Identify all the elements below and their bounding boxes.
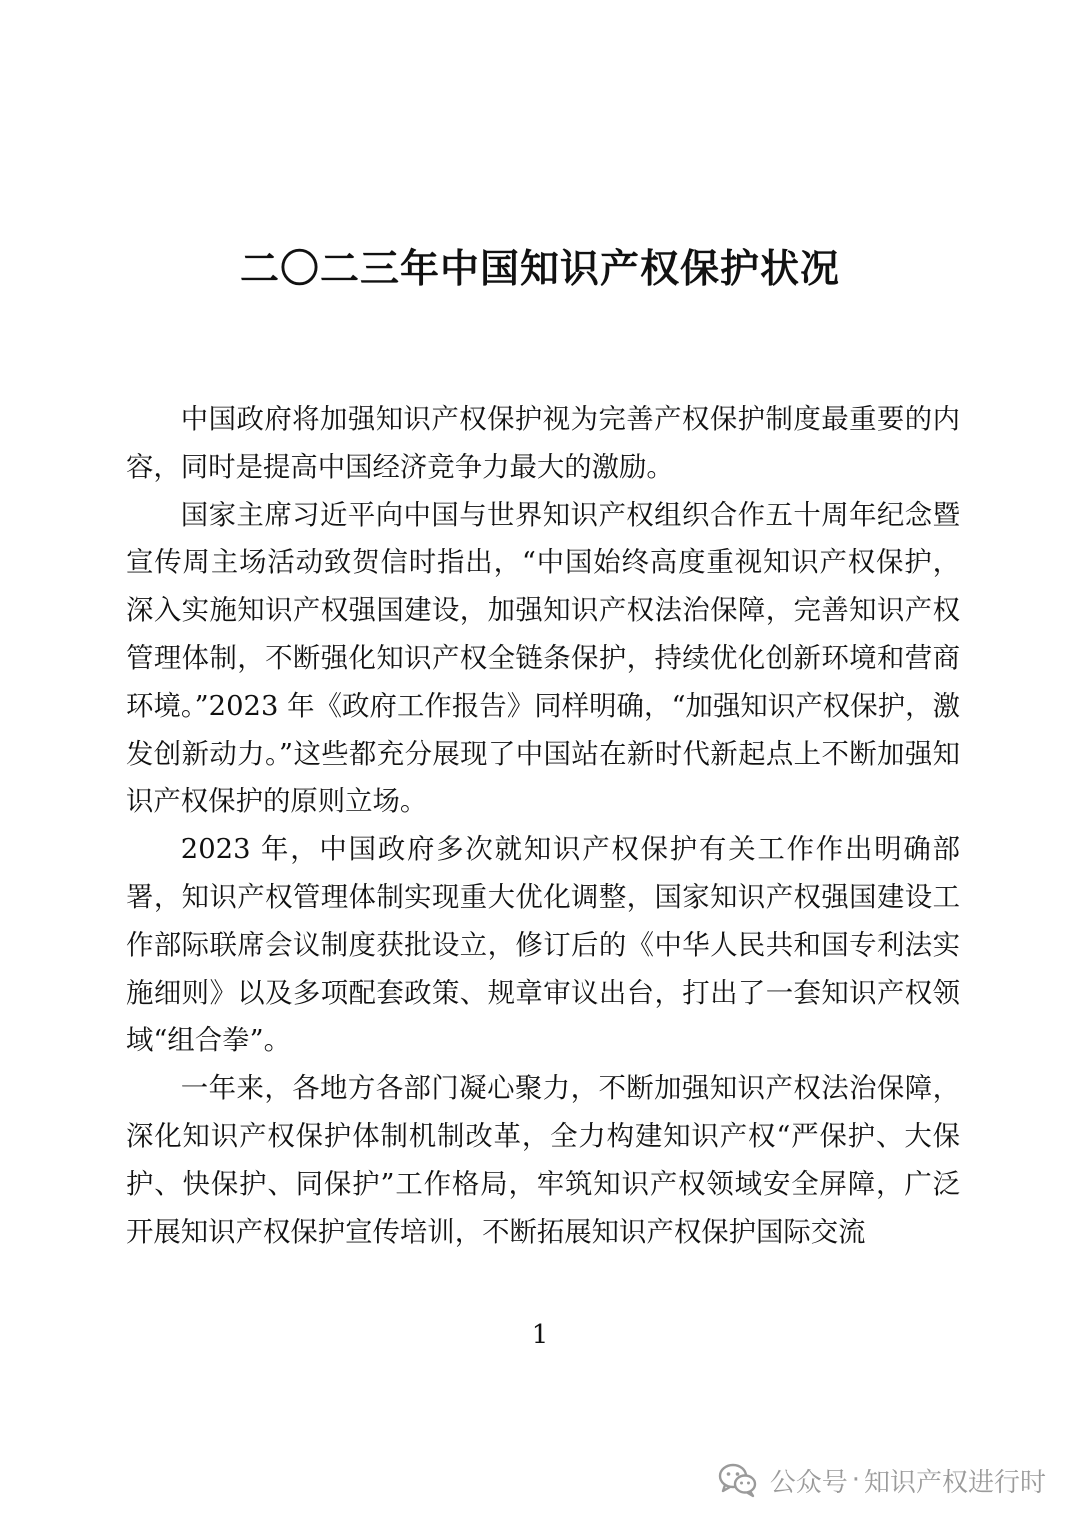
paragraph-4: 一年来，各地方各部门凝心聚力，不断加强知识产权法治保障，深化知识产权保护体制机制改革，全力构建知识产权“严保护、大保护、快保护、同保护”工作格局，牢筑知识产权领域安全屏障，广泛开展知识产权保护宣传培训，不断拓展知识产权保护国际交流: [126, 1073, 960, 1248]
watermark-source-label: 公众号: [769, 1467, 848, 1498]
wechat-icon: [718, 1462, 758, 1498]
paragraph-2: 国家主席习近平向中国与世界知识产权组织合作五十周年纪念暨宣传周主场活动致贺信时指出，“中国始终高度重视知识产权保护，深入实施知识产权强国建设，加强知识产权法治保障，完善知识产权管理体制，不断强化知识产权全链条保护，持续优化创新环境和营商环境。”2023 年《政府工作报告》同样明确，“加强知识产权保护，激发创新动力。”这些都充分展现了中国站在新时代新起点上不断加强知识产权保护的原则立场。: [126, 499, 960, 818]
paragraph-1: 中国政府将加强知识产权保护视为完善产权保护制度最重要的内容，同时是提高中国经济竞争力最大的激励。: [126, 404, 960, 483]
wechat-watermark: [718, 1458, 1046, 1502]
watermark-account-name: 知识产权进行时: [863, 1467, 1046, 1498]
document-title: 二〇二三年中国知识产权保护状况: [239, 247, 840, 292]
document-body: [126, 396, 960, 1256]
watermark-separator: ·: [851, 1465, 860, 1495]
paragraph-3: 2023 年，中国政府多次就知识产权保护有关工作作出明确部署，知识产权管理体制实现重大优化调整，国家知识产权强国建设工作部际联席会议制度获批设立，修订后的《中华人民共和国专利法实施细则》以及多项配套政策、规章审议出台，打出了一套知识产权领域“组合拳”。: [126, 834, 960, 1057]
page-number: 1: [531, 1320, 549, 1350]
